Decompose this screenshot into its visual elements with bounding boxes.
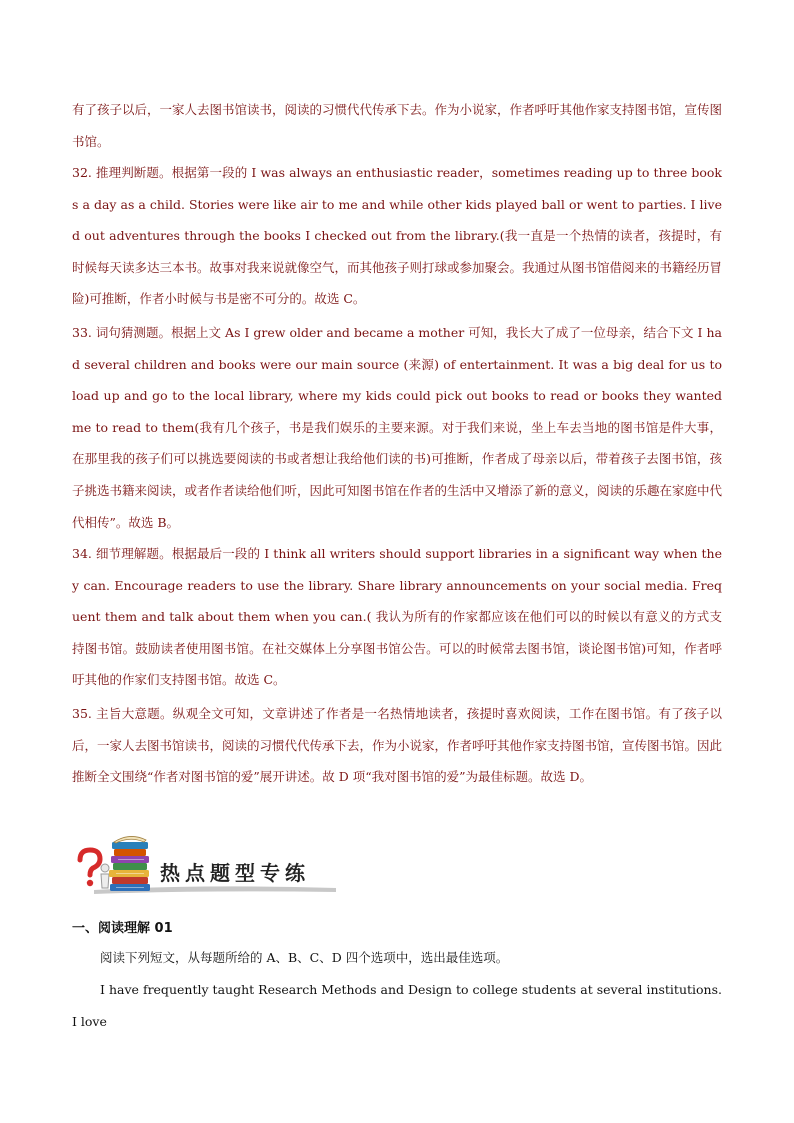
analysis-paragraph-continued: 有了孩子以后，一家人去图书馆读书，阅读的习惯代代传承下去。作为小说家，作者呼吁其他作家支持图书馆，宣传图书馆。 xyxy=(72,102,723,149)
analysis-paragraph-32: 32. 推理判断题。根据第一段的 I was always an enthusiastic reader，sometimes reading up to three books a day as a child. Stories were like air to me and while other kids played ball or went to parties. I lived out adventures through the books I checked out from the library.(我一直是一个热情的读者，孩提时，有时候每天读多达三本书。故事对我来说就像空气，而其他孩子则打球或参加聚会。我通过从图书馆借阅来的书籍经历冒险)可推断，作者小时候与书是密不可分的。故选 C。 xyxy=(72,165,723,307)
passage-first-line: I have frequently taught Research Methods and Design to college students at several institutions. I love xyxy=(72,982,722,1029)
books-stack-icon xyxy=(109,836,150,891)
banner-title: 热点题型专练 xyxy=(160,861,310,885)
question-mark-icon xyxy=(80,850,100,886)
instruction-text: 阅读下列短文，从每题所给的 A、B、C、D 四个选项中，选出最佳选项。 xyxy=(100,950,509,965)
analysis-paragraph-34: 34. 细节理解题。根据最后一段的 I think all writers should support libraries in a significant way when they can. Encourage readers to use the library. Share library announcements on your social media. Frequent them and talk about them when you can.( 我认为所有的作家都应该在他们可以的时候以有意义的方式支持图书馆。鼓励读者使用图书馆。在社交媒体上分享图书馆公告。可以的时候常去图书馆，谈论图书馆)可知，作者呼吁其他的作家们支持图书馆。故选 C。 xyxy=(72,546,722,688)
analysis-paragraph-33: 33. 词句猜测题。根据上文 As I grew older and became a mother 可知，我长大了成了一位母亲，结合下文 I had several children and books were our main source (来源) of entertainment. It was a big deal for us to load up and go to the local library, where my kids could pick out books to read or books they wanted me to read to them(我有几个孩子，书是我们娱乐的主要来源。对于我们来说，坐上车去当地的图书馆是件大事，在那里我的孩子们可以挑选要阅读的书或者想让我给他们读的书)可推断，作者成了母亲以后，带着孩子去图书馆，孩子挑选书籍来阅读，或者作者读给他们听，因此可知图书馆在作者的生活中又增添了新的意义，阅读的乐趣在家庭中代代相传”。故选 B。 xyxy=(72,325,723,530)
analysis-paragraph-35: 35. 主旨大意题。纵观全文可知，文章讲述了作者是一名热情地读者，孩提时喜欢阅读，工作在图书馆。有了孩子以后，一家人去图书馆读书，阅读的习惯代代传承下去，作为小说家，作者呼吁其他作家支持图书馆，宣传图书馆。因此推断全文围绕“作者对图书馆的爱”展开讲述。故 D 项“我对图书馆的爱”为最佳标题。故选 D。 xyxy=(72,706,723,785)
reader-figure-icon xyxy=(101,864,109,888)
section-heading: 一、阅读理解 01 xyxy=(72,921,173,936)
